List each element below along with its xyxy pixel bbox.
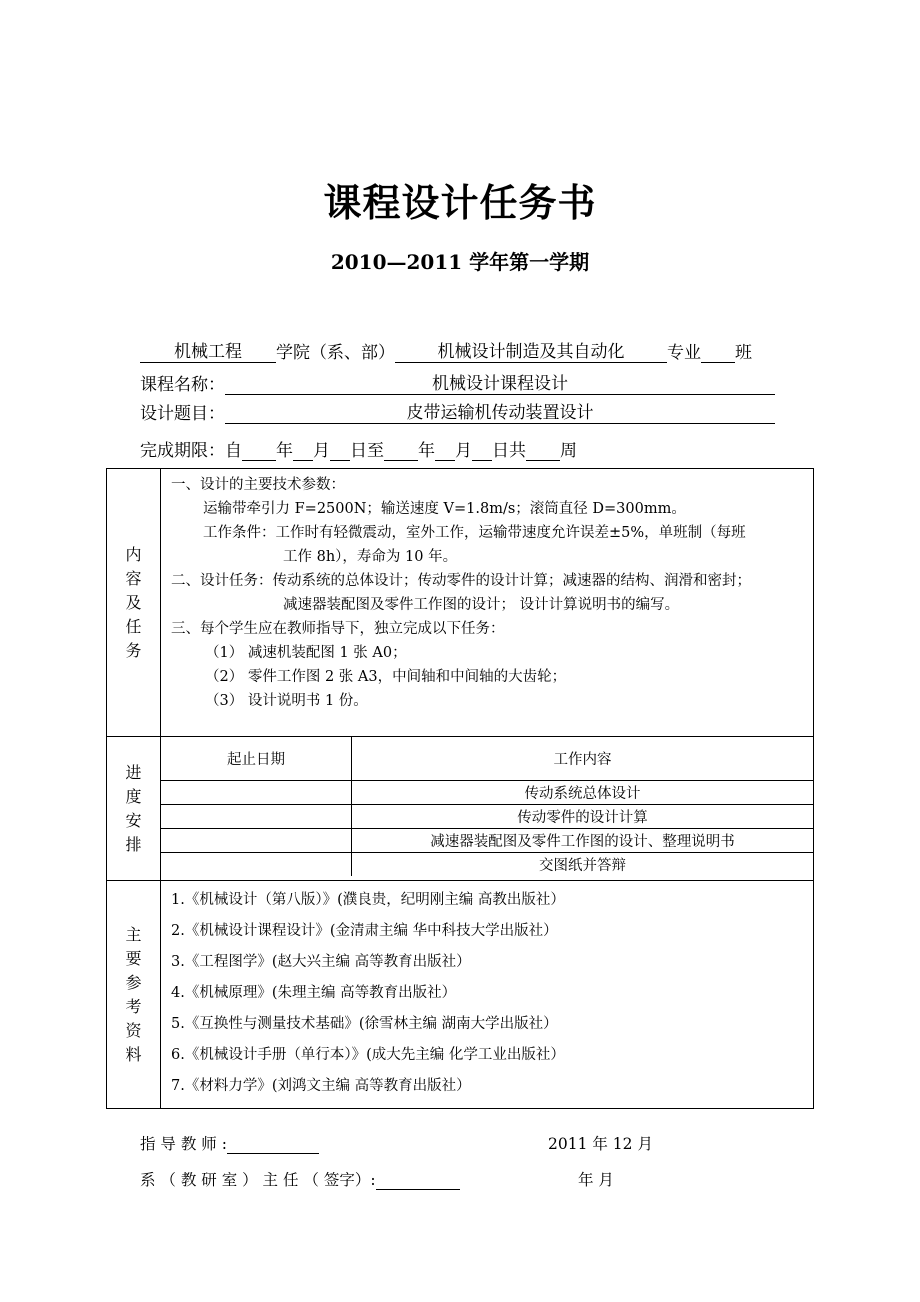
label-char: 任 bbox=[125, 616, 142, 636]
content-line: 工作条件：工作时有轻微震动，室外工作，运输带速度允许误差±5%，单班制（每班 bbox=[203, 525, 746, 541]
schedule-label bbox=[107, 737, 161, 881]
major-suffix: 专业 bbox=[667, 343, 701, 363]
content-line: 一、设计的主要技术参数： bbox=[171, 477, 345, 493]
schedule-date bbox=[161, 829, 352, 853]
schedule-work: 传动系统总体设计 bbox=[352, 781, 814, 805]
col-work-header: 工作内容 bbox=[352, 737, 814, 781]
period-label: 完成期限：自 bbox=[140, 441, 242, 461]
reference-item: 2.《机械设计课程设计》(金清肃主编 华中科技大学出版社） bbox=[171, 923, 558, 939]
schedule-date bbox=[161, 781, 352, 805]
month-text: 月 bbox=[313, 441, 330, 461]
class-suffix: 班 bbox=[735, 343, 752, 363]
schedule-table bbox=[161, 737, 813, 876]
period-weeks bbox=[526, 440, 560, 461]
schedule-work: 减速器装配图及零件工作图的设计、整理说明书 bbox=[352, 829, 814, 853]
class-field bbox=[701, 342, 735, 363]
day-total-text: 日共 bbox=[492, 441, 526, 461]
label-char: 安 bbox=[125, 810, 142, 830]
month-text: 月 bbox=[455, 441, 472, 461]
advisor-label: 指 导 教 师 : bbox=[140, 1135, 227, 1153]
content-line: 二、设计任务：传动系统的总体设计；传动零件的设计计算；减速器的结构、润滑和密封； bbox=[171, 573, 751, 589]
course-label: 课程名称： bbox=[140, 375, 225, 395]
schedule-work: 交图纸并答辩 bbox=[539, 858, 626, 874]
year-text: 年 bbox=[418, 441, 435, 461]
period-start-month bbox=[293, 440, 313, 461]
period-start-day bbox=[330, 440, 350, 461]
reference-item: 1.《机械设计（第八版）》(濮良贵，纪明刚主编 高教出版社） bbox=[171, 892, 565, 908]
day-to-text: 日至 bbox=[350, 441, 384, 461]
reference-item: 4.《机械原理》(朱理主编 高等教育出版社） bbox=[171, 985, 457, 1001]
director-line bbox=[140, 1168, 460, 1190]
college-field: 机械工程 bbox=[140, 342, 276, 363]
course-line bbox=[140, 370, 775, 395]
academic-year: 2010—2011 学年第一学期 bbox=[330, 250, 590, 274]
label-char: 容 bbox=[125, 568, 142, 588]
schedule-header-row bbox=[161, 737, 813, 781]
page-title: 课程设计任务书 bbox=[323, 181, 597, 225]
year-text: 年 bbox=[276, 441, 293, 461]
schedule-date bbox=[161, 853, 352, 877]
content-line: 三、每个学生应在教师指导下，独立完成以下任务： bbox=[171, 621, 505, 637]
content-cell bbox=[161, 469, 814, 737]
content-line: 工作 8h），寿命为 10 年。 bbox=[283, 549, 458, 565]
label-char: 资 bbox=[125, 1020, 142, 1040]
label-char: 要 bbox=[125, 948, 142, 968]
content-line: （2） 零件工作图 2 张 A3，中间轴和中间轴的大齿轮； bbox=[205, 669, 567, 685]
label-char: 料 bbox=[125, 1044, 142, 1064]
label-char: 排 bbox=[125, 834, 142, 854]
table-row bbox=[161, 805, 813, 829]
period-line bbox=[140, 436, 577, 461]
director-label: 系 （ 教 研 室 ） 主 任 （ 签字）: bbox=[140, 1171, 376, 1189]
director-date: 年 月 bbox=[578, 1171, 614, 1189]
col-date-header: 起止日期 bbox=[161, 737, 352, 781]
reference-item: 3.《工程图学》(赵大兴主编 高等教育出版社） bbox=[171, 954, 471, 970]
college-suffix: 学院（系、部） bbox=[276, 343, 395, 363]
reference-item: 5.《互换性与测量技术基础》(徐雪林主编 湖南大学出版社） bbox=[171, 1016, 558, 1032]
label-char: 度 bbox=[125, 786, 142, 806]
period-start-year bbox=[242, 440, 276, 461]
task-table bbox=[106, 468, 814, 1109]
content-line: 减速器装配图及零件工作图的设计； 设计计算说明书的编写。 bbox=[283, 597, 680, 613]
schedule-work: 传动零件的设计计算 bbox=[352, 805, 814, 829]
table-row bbox=[161, 781, 813, 805]
topic-name: 皮带运输机传动装置设计 bbox=[225, 403, 775, 424]
topic-line bbox=[140, 399, 775, 424]
content-line: （3） 设计说明书 1 份。 bbox=[205, 693, 368, 709]
table-row bbox=[161, 829, 813, 853]
period-end-year bbox=[384, 440, 418, 461]
content-line: 运输带牵引力 F=2500N；输送速度 V=1.8m/s；滚筒直径 D=300mm。 bbox=[203, 501, 686, 517]
label-char: 考 bbox=[125, 996, 142, 1016]
schedule-cell bbox=[161, 737, 814, 881]
label-char: 务 bbox=[125, 640, 142, 660]
content-label bbox=[107, 469, 161, 737]
label-char: 参 bbox=[125, 972, 142, 992]
table-row bbox=[161, 853, 813, 877]
advisor-date: 2011 年 12 月 bbox=[548, 1135, 653, 1153]
major-field: 机械设计制造及其自动化 bbox=[395, 342, 667, 363]
label-char: 主 bbox=[125, 924, 142, 944]
reference-item: 7.《材料力学》(刘鸿文主编 高等教育出版社） bbox=[171, 1078, 471, 1094]
content-line: （1） 减速机装配图 1 张 A0； bbox=[205, 645, 407, 661]
label-char: 内 bbox=[125, 544, 142, 564]
reference-item: 6.《机械设计手册（单行本）》(成大先主编 化学工业出版社） bbox=[171, 1047, 565, 1063]
week-text: 周 bbox=[560, 441, 577, 461]
course-name: 机械设计课程设计 bbox=[225, 374, 775, 395]
period-end-month bbox=[435, 440, 455, 461]
topic-label: 设计题目： bbox=[140, 404, 225, 424]
label-char: 进 bbox=[125, 762, 142, 782]
director-signature bbox=[376, 1169, 460, 1190]
references-cell bbox=[161, 881, 814, 1109]
period-end-day bbox=[472, 440, 492, 461]
references-label bbox=[107, 881, 161, 1109]
college-line bbox=[140, 338, 752, 363]
advisor-signature bbox=[227, 1133, 319, 1154]
label-char: 及 bbox=[125, 592, 142, 612]
schedule-date bbox=[161, 805, 352, 829]
advisor-line bbox=[140, 1132, 319, 1154]
